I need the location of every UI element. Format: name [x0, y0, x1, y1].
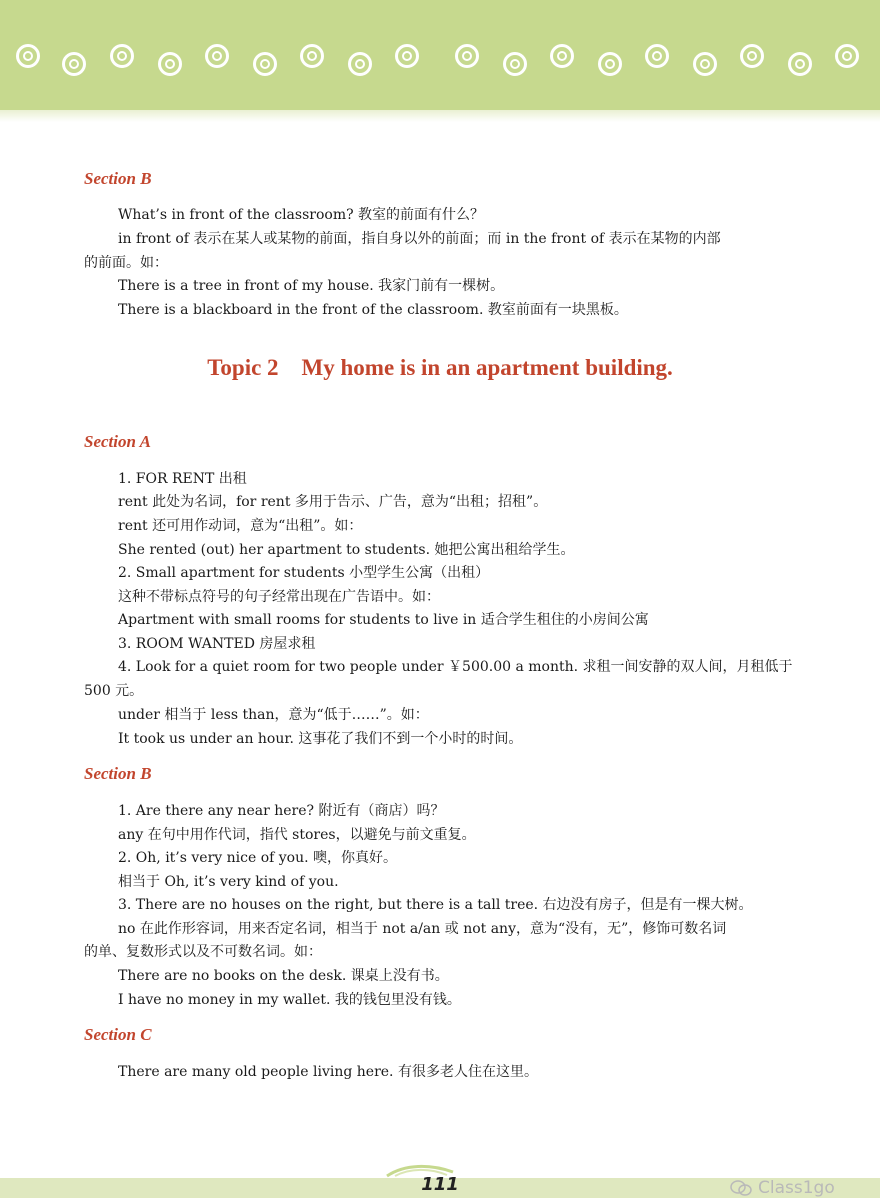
ring-decoration-icon [62, 52, 86, 76]
ring-decoration-icon [110, 44, 134, 68]
ring-decoration-icon [835, 44, 859, 68]
body-line: 这种不带标点符号的句子经常出现在广告语中。如： [118, 589, 440, 605]
body-line: It took us under an hour. 这事花了我们不到一个小时的时间。 [118, 731, 523, 747]
ring-decoration-icon [455, 44, 479, 68]
ring-decoration-icon [205, 44, 229, 68]
body-line: in front of 表示在某人或某物的前面，指自身以外的前面；而 in the front of 表示在某物的内部 [118, 231, 721, 247]
body-line: Apartment with small rooms for students to live in 适合学生租住的小房间公寓 [118, 612, 649, 628]
chat-bubble-icon [730, 1180, 752, 1196]
ring-decoration-icon [395, 44, 419, 68]
body-line: 3. ROOM WANTED 房屋求租 [118, 636, 316, 652]
body-line: rent 此处为名词，for rent 多用于告示、广告，意为“出租；招租”。 [118, 494, 548, 510]
section-heading: Section C [84, 1025, 152, 1044]
header-divider [0, 110, 880, 122]
ring-decoration-icon [348, 52, 372, 76]
page-number: 111 [421, 1174, 459, 1195]
body-line: any 在句中用作代词，指代 stores，以避免与前文重复。 [118, 827, 476, 843]
header-band [0, 0, 880, 110]
body-line: 的单、复数形式以及不可数名词。如： [84, 944, 322, 960]
body-line: She rented (out) her apartment to students. 她把公寓出租给学生。 [118, 542, 575, 558]
body-line: under 相当于 less than，意为“低于……”。如： [118, 707, 429, 723]
ring-decoration-icon [16, 44, 40, 68]
ring-decoration-icon [645, 44, 669, 68]
body-line: What’s in front of the classroom? 教室的前面有什么？ [118, 207, 485, 223]
body-line: no 在此作形容词，用来否定名词，相当于 not a/an 或 not any，意为“没有，无”，修饰可数名词 [118, 921, 727, 937]
ring-decoration-icon [550, 44, 574, 68]
ring-decoration-icon [300, 44, 324, 68]
watermark-text: Class1go [758, 1178, 835, 1198]
ring-decoration-icon [503, 52, 527, 76]
body-line: There are many old people living here. 有很多老人住在这里。 [118, 1064, 538, 1080]
body-line: rent 还可用作动词，意为“出租”。如： [118, 518, 363, 534]
watermark [730, 1178, 835, 1198]
ring-decoration-icon [158, 52, 182, 76]
body-line: I have no money in my wallet. 我的钱包里没有钱。 [118, 992, 461, 1008]
body-line: 2. Oh, it’s very nice of you. 噢，你真好。 [118, 850, 398, 866]
body-line: 2. Small apartment for students 小型学生公寓（出租） [118, 565, 490, 581]
ring-decoration-icon [693, 52, 717, 76]
body-line: 1. FOR RENT 出租 [118, 471, 247, 487]
section-heading: Section B [84, 764, 152, 783]
ring-decoration-icon [788, 52, 812, 76]
body-line: 500 元。 [84, 683, 144, 699]
body-line: 的前面。如： [84, 255, 168, 271]
body-line: There is a tree in front of my house. 我家门前有一棵树。 [118, 278, 505, 294]
topic-title: Topic 2 My home is in an apartment building. [207, 355, 673, 380]
body-line: 相当于 Oh, it’s very kind of you. [118, 874, 339, 890]
body-line: There is a blackboard in the front of the classroom. 教室前面有一块黑板。 [118, 302, 628, 318]
body-line: 4. Look for a quiet room for two people under ￥500.00 a month. 求租一间安静的双人间，月租低于 [118, 659, 793, 675]
body-line: There are no books on the desk. 课桌上没有书。 [118, 968, 449, 984]
section-heading: Section A [84, 432, 151, 451]
ring-decoration-icon [740, 44, 764, 68]
ring-decoration-icon [253, 52, 277, 76]
body-line: 1. Are there any near here? 附近有（商店）吗？ [118, 803, 445, 819]
ring-decoration-icon [598, 52, 622, 76]
section-heading: Section B [84, 169, 152, 188]
body-line: 3. There are no houses on the right, but there is a tall tree. 右边没有房子，但是有一棵大树。 [118, 897, 753, 913]
